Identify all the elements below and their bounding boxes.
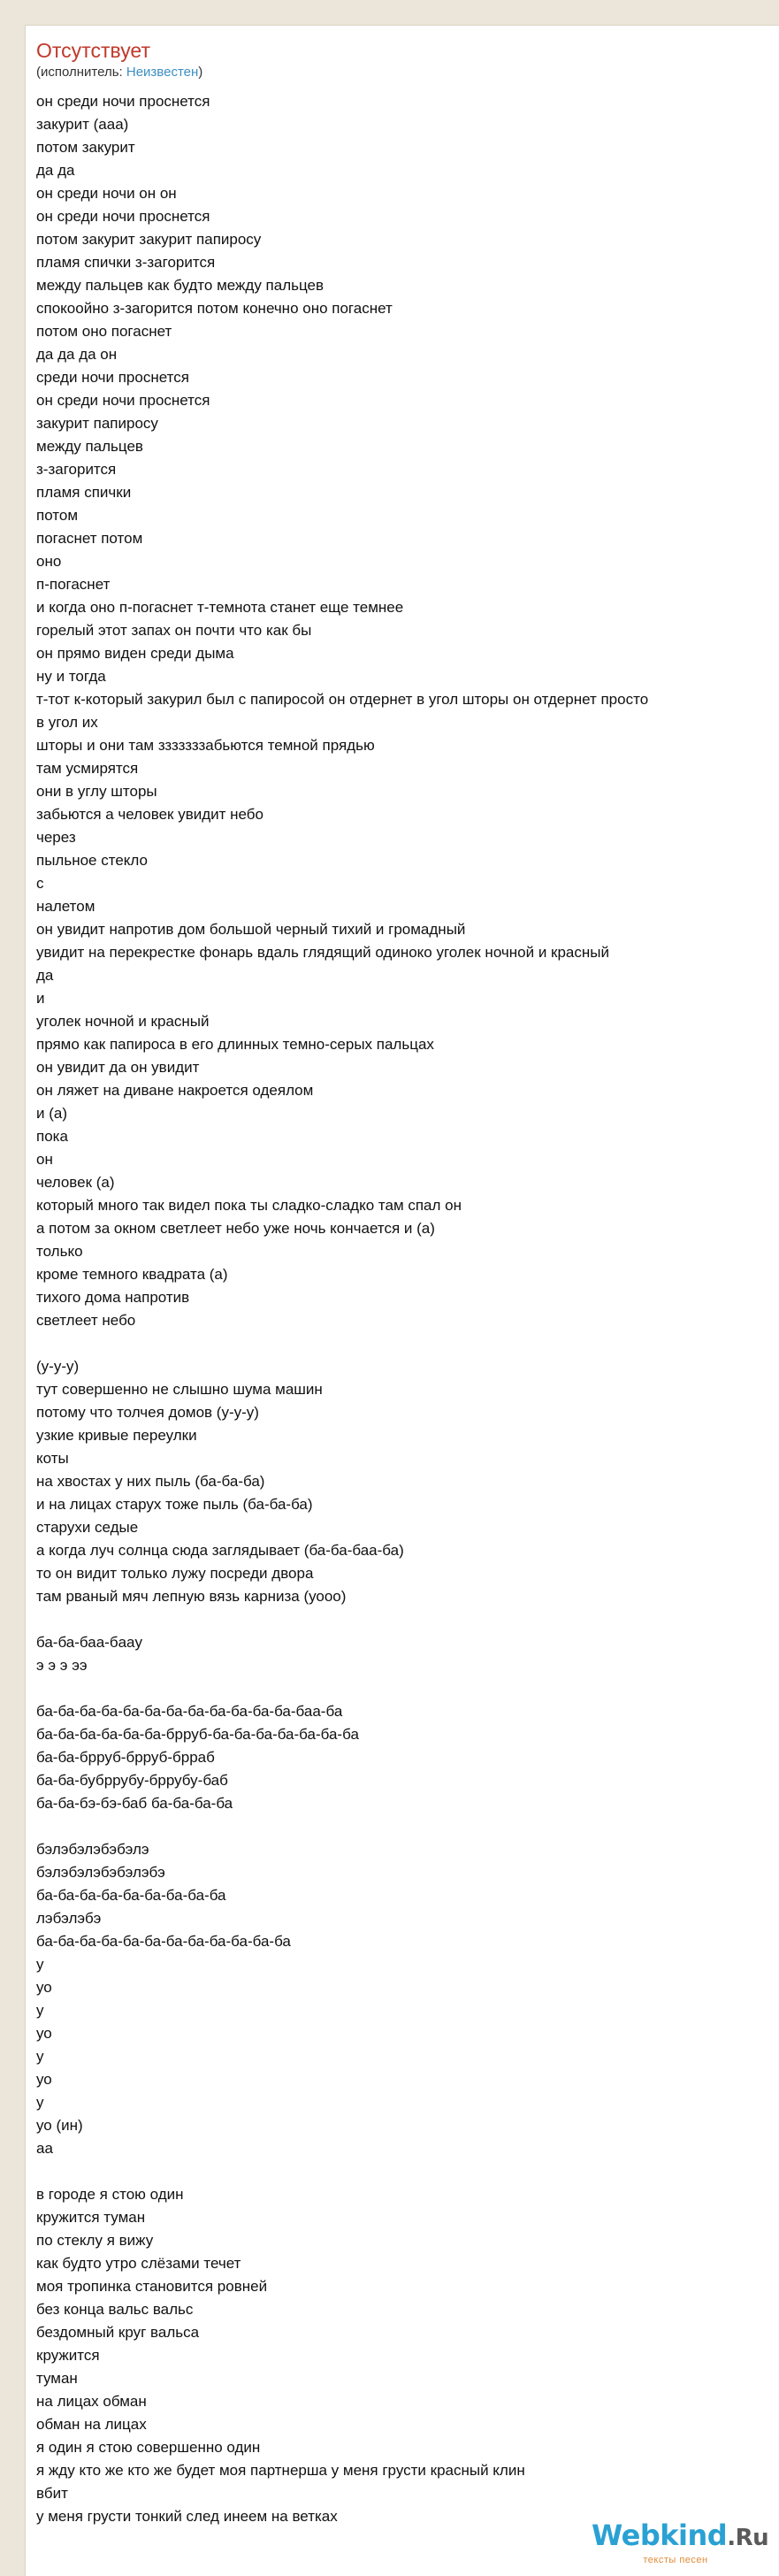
- lyric-line: бездомный круг вальса: [36, 2324, 200, 2341]
- lyric-line: светлеет небо: [36, 1312, 136, 1329]
- lyrics-page: [25, 25, 779, 2576]
- lyric-line: (у-у-у): [36, 1358, 80, 1375]
- lyric-line: [36, 1677, 648, 1700]
- lyric-line: да да: [36, 162, 75, 179]
- lyric-line: ба-ба-ба-ба-ба-ба-брруб-ба-ба-ба-ба-ба-ба-ба: [36, 1726, 359, 1743]
- logo-wordmark: [592, 2518, 769, 2554]
- lyric-line: узкие кривые переулки: [36, 1427, 197, 1444]
- lyric-line: и: [36, 990, 45, 1007]
- lyric-line: кружится: [36, 2347, 100, 2364]
- lyric-line: потому что толчея домов (у-у-у): [36, 1404, 259, 1421]
- artist-prefix: (исполнитель:: [36, 65, 126, 80]
- lyric-line: без конца вальс вальс: [36, 2301, 194, 2318]
- lyric-line: там усмирятся: [36, 760, 139, 777]
- lyric-line: у: [36, 2048, 44, 2065]
- lyric-line: он увидит напротив дом большой черный тихий и громадный: [36, 921, 466, 938]
- lyric-line: уо: [36, 2025, 52, 2042]
- lyric-line: он прямо виден среди дыма: [36, 645, 234, 662]
- lyric-line: вбит: [36, 2485, 68, 2502]
- lyric-line: пока: [36, 1128, 68, 1145]
- lyric-line: как будто утро слёзами течет: [36, 2255, 241, 2272]
- lyric-line: только: [36, 1243, 83, 1260]
- lyric-line: пламя спички: [36, 484, 132, 501]
- logo-word: Webkind: [592, 2518, 728, 2552]
- lyric-line: обман на лицах: [36, 2416, 147, 2433]
- lyric-line: по стеклу я вижу: [36, 2232, 154, 2249]
- lyric-line: пыльное стекло: [36, 852, 148, 869]
- lyric-line: [36, 1608, 648, 1631]
- lyric-line: в угол их: [36, 714, 98, 731]
- lyric-line: он: [36, 1151, 53, 1168]
- lyric-line: они в углу шторы: [36, 783, 157, 800]
- lyric-line: у: [36, 1956, 44, 1973]
- lyric-line: лэбэлэбэ: [36, 1910, 102, 1927]
- lyric-line: там рваный мяч лепную вязь карниза (уооо): [36, 1588, 347, 1605]
- lyric-line: погаснет потом: [36, 530, 143, 547]
- lyric-line: налетом: [36, 898, 95, 915]
- lyric-line: моя тропинка становится ровней: [36, 2278, 268, 2295]
- lyric-line: между пальцев как будто между пальцев: [36, 277, 325, 294]
- lyric-line: ну и тогда: [36, 668, 106, 685]
- lyric-line: забьются а человек увидит небо: [36, 806, 263, 823]
- artist-link[interactable]: Неизвестен: [126, 65, 199, 80]
- lyric-line: закурит папиросу: [36, 415, 158, 432]
- lyric-line: у меня грусти тонкий след инеем на ветках: [36, 2508, 338, 2525]
- lyrics-body: [36, 90, 648, 2528]
- lyric-line: он среди ночи проснется: [36, 208, 210, 225]
- lyric-line: с: [36, 875, 44, 892]
- lyric-line: закурит (ааа): [36, 116, 129, 133]
- lyric-line: потом закурит закурит папиросу: [36, 231, 262, 248]
- lyric-line: у: [36, 2094, 44, 2111]
- lyric-line: а когда луч солнца сюда заглядывает (ба-ба-баа-ба): [36, 1542, 404, 1559]
- logo-tagline: тексты песен: [643, 2555, 708, 2565]
- lyric-line: я жду кто же кто же будет моя партнерша у меня грусти красный клин: [36, 2462, 525, 2479]
- lyric-line: т-тот к-который закурил был с папиросой он отдернет в угол шторы он отдернет просто: [36, 691, 649, 708]
- lyric-line: и на лицах старух тоже пыль (ба-ба-ба): [36, 1496, 313, 1513]
- lyric-line: горелый этот запах он почти что как бы: [36, 622, 312, 639]
- lyric-line: [36, 2160, 648, 2183]
- lyric-line: у: [36, 2002, 44, 2019]
- lyric-line: и когда оно п-погаснет т-темнота станет еще темнее: [36, 599, 404, 616]
- lyric-line: ба-ба-бубррубу-бррубу-баб: [36, 1772, 228, 1789]
- lyric-line: прямо как папироса в его длинных темно-серых пальцах: [36, 1036, 434, 1053]
- lyric-line: оно: [36, 553, 62, 570]
- logo-suffix: .Ru: [727, 2525, 769, 2551]
- lyric-line: среди ночи проснется: [36, 369, 189, 386]
- lyric-line: а потом за окном светлеет небо уже ночь кончается и (а): [36, 1220, 435, 1237]
- lyric-line: [36, 1332, 648, 1355]
- lyric-line: старухи седые: [36, 1519, 139, 1536]
- lyric-line: пламя спички з-загорится: [36, 254, 216, 271]
- lyric-line: кружится туман: [36, 2209, 146, 2226]
- lyric-line: коты: [36, 1450, 69, 1467]
- lyric-line: тихого дома напротив: [36, 1289, 190, 1306]
- lyric-line: то он видит только лужу посреди двора: [36, 1565, 314, 1582]
- artist-line: [36, 65, 202, 80]
- lyric-line: он среди ночи он он: [36, 185, 177, 202]
- lyric-line: аа: [36, 2140, 53, 2157]
- site-logo[interactable]: [592, 2518, 769, 2571]
- lyric-line: п-погаснет: [36, 576, 111, 593]
- lyric-line: человек (а): [36, 1174, 115, 1191]
- lyric-line: бэлэбэлэбэбэлэ: [36, 1841, 149, 1858]
- lyric-line: через: [36, 829, 76, 846]
- song-title: Отсутствует: [36, 39, 150, 62]
- lyric-line: ба-ба-брруб-брруб-брраб: [36, 1749, 215, 1766]
- lyric-line: ба-ба-бэ-бэ-баб ба-ба-ба-ба: [36, 1795, 233, 1812]
- lyric-line: в городе я стою один: [36, 2186, 184, 2203]
- lyric-line: на хвостах у них пыль (ба-ба-ба): [36, 1473, 265, 1490]
- lyric-line: спокоойно з-загорится потом конечно оно погаснет: [36, 300, 393, 317]
- lyric-line: да да да он: [36, 346, 118, 363]
- lyric-line: тут совершенно не слышно шума машин: [36, 1381, 323, 1398]
- lyric-line: кроме темного квадрата (а): [36, 1266, 228, 1283]
- lyric-line: он среди ночи проснется: [36, 93, 210, 110]
- lyric-line: который много так видел пока ты сладко-сладко там спал он: [36, 1197, 462, 1214]
- lyric-line: з-загорится: [36, 461, 117, 478]
- lyric-line: туман: [36, 2370, 78, 2387]
- lyric-line: ба-ба-баа-бaaу: [36, 1634, 142, 1651]
- lyric-line: шторы и они там зззззззабьются темной прядью: [36, 737, 375, 754]
- artist-suffix: ): [198, 65, 203, 80]
- lyric-line: и (а): [36, 1105, 67, 1122]
- lyric-line: ба-ба-ба-ба-ба-ба-ба-ба-ба-ба-ба-ба: [36, 1933, 291, 1950]
- lyric-line: на лицах обман: [36, 2393, 147, 2410]
- lyric-line: между пальцев: [36, 438, 143, 455]
- lyric-line: потом оно погаснет: [36, 323, 172, 340]
- lyric-line: ба-ба-ба-ба-ба-ба-ба-ба-ба: [36, 1887, 226, 1904]
- lyric-line: бэлэбэлэбэбэлэбэ: [36, 1864, 165, 1881]
- lyric-line: потом: [36, 507, 79, 524]
- lyric-line: он увидит да он увидит: [36, 1059, 200, 1076]
- lyric-line: увидит на перекрестке фонарь вдаль глядящий одиноко уголек ночной и красный: [36, 944, 609, 961]
- lyric-line: потом закурит: [36, 139, 135, 156]
- lyric-line: уо: [36, 1979, 52, 1996]
- lyric-line: я один я стою совершенно один: [36, 2439, 261, 2456]
- lyric-line: э э э ээ: [36, 1657, 88, 1674]
- lyric-line: да: [36, 967, 54, 984]
- lyric-line: уголек ночной и красный: [36, 1013, 210, 1030]
- lyric-line: он среди ночи проснется: [36, 392, 210, 409]
- lyric-line: ба-ба-ба-ба-ба-ба-ба-ба-ба-ба-ба-ба-баа-ба: [36, 1703, 343, 1720]
- lyric-line: уо: [36, 2071, 52, 2088]
- lyric-line: он ляжет на диване накроется одеялом: [36, 1082, 314, 1099]
- lyric-line: уо (ин): [36, 2117, 83, 2134]
- lyric-line: [36, 1815, 648, 1838]
